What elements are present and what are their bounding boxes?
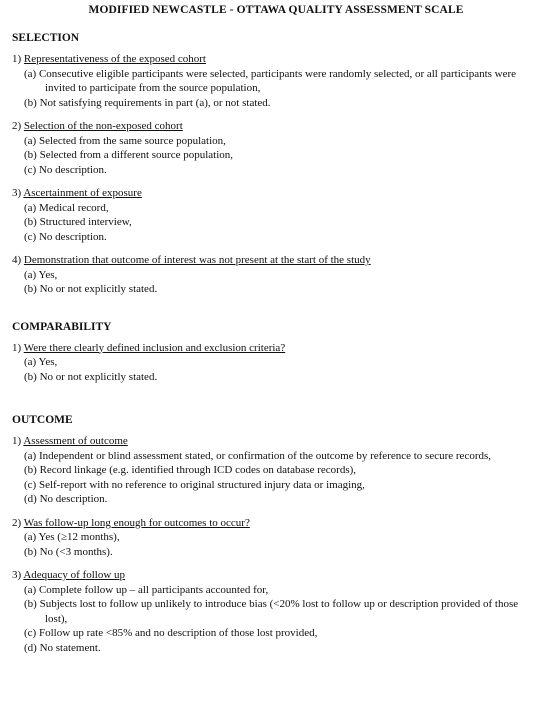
option-item: (c) Follow up rate <85% and no description of those lost provided, bbox=[24, 627, 318, 639]
question-non-exposed-cohort bbox=[12, 119, 540, 177]
option-item: (d) No statement. bbox=[24, 641, 101, 654]
question-title bbox=[12, 434, 540, 449]
option-item: (a) Selected from the same source population, bbox=[24, 134, 226, 147]
option-item: (b) Structured interview, bbox=[24, 216, 132, 228]
question-number: 1) bbox=[12, 53, 22, 65]
section-comparability bbox=[12, 321, 540, 385]
question-number: 2) bbox=[12, 120, 22, 132]
option-item: (b) No (<3 months). bbox=[24, 545, 113, 558]
option-item: (c) No description. bbox=[24, 163, 107, 176]
question-assessment-outcome bbox=[12, 434, 540, 507]
option-item: (a) Complete follow up – all participants accounted for, bbox=[24, 583, 269, 596]
question-text: Adequacy of follow up bbox=[23, 569, 126, 581]
question-number: 3) bbox=[12, 569, 22, 581]
option-item: (b) Subjects lost to follow up unlikely to introduce bias (<20% lost to follow up or description provided of those lost), bbox=[24, 598, 519, 625]
question-inclusion-criteria bbox=[12, 341, 540, 385]
document-title: MODIFIED NEWCASTLE - OTTAWA QUALITY ASSESSMENT SCALE bbox=[88, 4, 464, 16]
question-title bbox=[12, 119, 540, 134]
question-text: Representativeness of the exposed cohort bbox=[23, 53, 206, 65]
question-title bbox=[12, 186, 540, 201]
question-title bbox=[12, 52, 540, 67]
option-item: (b) Record linkage (e.g. identified through ICD codes on database records), bbox=[24, 464, 357, 476]
option-item: (a) Consecutive eligible participants were selected, participants were randomly selected, or all participants were invited to participate from the source population, bbox=[24, 67, 517, 94]
question-title bbox=[12, 253, 540, 268]
option-item: (c) Self-report with no reference to original structured injury data or imaging, bbox=[24, 478, 365, 491]
option-item: (a) Yes (≥12 months), bbox=[24, 531, 120, 543]
question-number: 3) bbox=[12, 187, 22, 199]
section-heading: SELECTION bbox=[12, 32, 80, 44]
question-text: Assessment of outcome bbox=[23, 435, 128, 447]
question-adequacy-follow-up bbox=[12, 568, 540, 655]
question-number: 1) bbox=[12, 435, 22, 447]
section-heading: OUTCOME bbox=[12, 414, 73, 426]
section-selection bbox=[12, 32, 540, 297]
option-item: (b) No or not explicitly stated. bbox=[24, 283, 158, 295]
option-item: (b) No or not explicitly stated. bbox=[24, 370, 158, 383]
question-text: Ascertainment of exposure bbox=[23, 187, 142, 199]
option-item: (c) No description. bbox=[24, 230, 107, 243]
question-title bbox=[12, 568, 540, 583]
question-representativeness bbox=[12, 52, 540, 110]
section-outcome bbox=[12, 414, 540, 655]
option-item: (d) No description. bbox=[24, 493, 108, 505]
option-item: (a) Yes, bbox=[24, 268, 58, 281]
option-item: (a) Medical record, bbox=[24, 201, 109, 214]
question-follow-up-length bbox=[12, 516, 540, 560]
question-text: Were there clearly defined inclusion and exclusion criteria? bbox=[23, 341, 286, 354]
question-ascertainment-exposure bbox=[12, 186, 540, 244]
question-text: Selection of the non-exposed cohort bbox=[23, 120, 183, 132]
question-outcome-not-present bbox=[12, 253, 540, 297]
question-title bbox=[12, 341, 540, 356]
option-item: (a) Yes, bbox=[24, 356, 58, 368]
question-number: 2) bbox=[12, 516, 22, 529]
question-number: 4) bbox=[12, 254, 22, 266]
section-heading: COMPARABILITY bbox=[12, 320, 112, 333]
question-number: 1) bbox=[12, 341, 22, 354]
option-item: (b) Not satisfying requirements in part (a), or not stated. bbox=[24, 96, 271, 109]
option-item: (a) Independent or blind assessment stated, or confirmation of the outcome by reference to secure records, bbox=[24, 449, 492, 462]
option-item: (b) Selected from a different source population, bbox=[24, 149, 234, 161]
question-text: Demonstration that outcome of interest was not present at the start of the study bbox=[23, 254, 371, 266]
question-text: Was follow-up long enough for outcomes to occur? bbox=[23, 516, 250, 529]
question-title bbox=[12, 516, 540, 531]
